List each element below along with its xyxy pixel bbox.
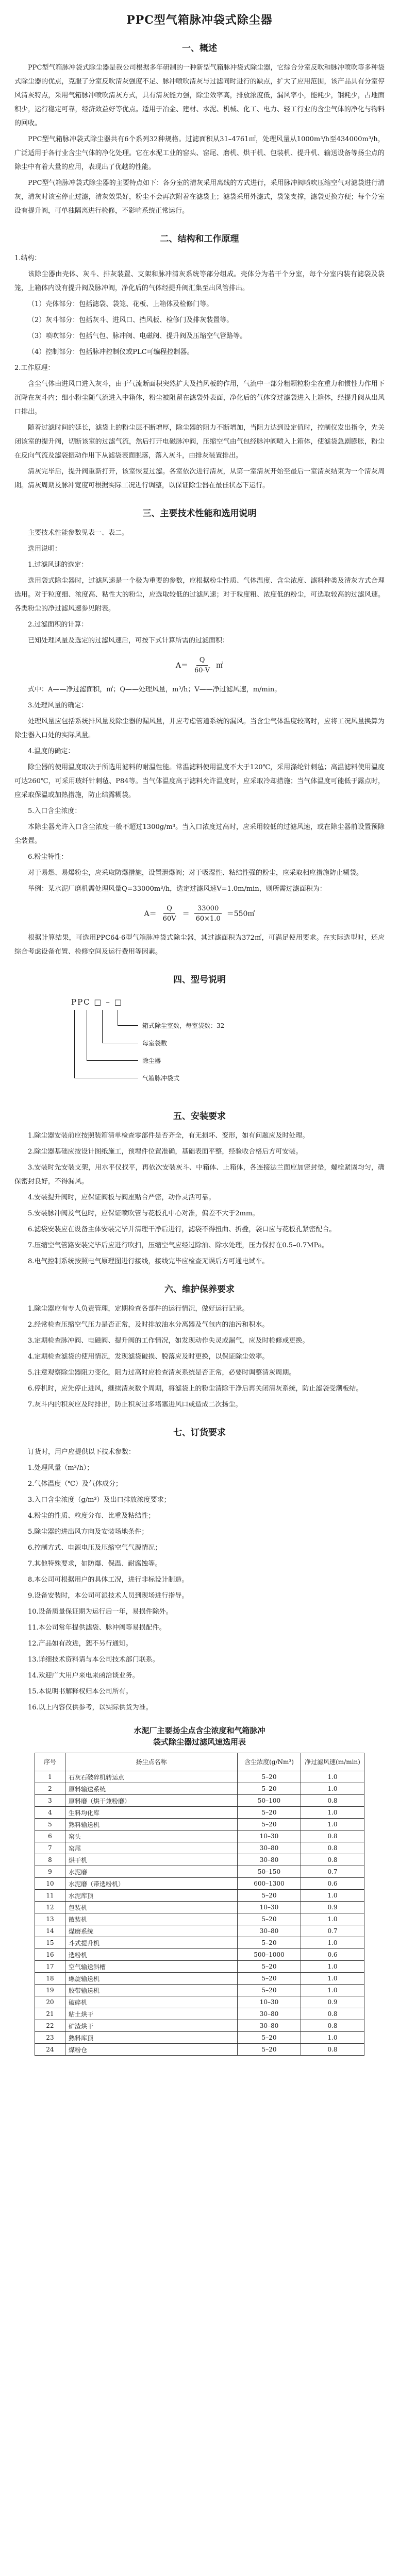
row-velocity: 1.0: [301, 1985, 364, 1996]
paragraph: 2.除尘器基础应按设计图纸施工，预埋件位置准确，基础表面平整，经验收合格后方可安装。: [28, 1148, 303, 1156]
row-number: 21: [35, 2008, 65, 2020]
row-concentration: 5–20: [238, 1819, 301, 1831]
row-velocity: 0.7: [301, 1925, 364, 1937]
paragraph: 随着过滤时间的延长，滤袋上的粉尘层不断增厚，除尘器的阻力不断增加，当阻力达到设定值时，控制仪发出指令，先关闭该室的提升阀，切断该室的过滤气流，然后打开电磁脉冲阀，压缩空气由气包经脉冲阀喷入上箱体，使滤袋急剧膨胀，粉尘在反向气流及滤袋振动作用下从滤袋表面脱落，落入灰斗，由排灰装置排出。: [14, 424, 385, 460]
paragraph: 举例：某水泥厂磨机需处理风量Q=33000m³/h，选定过滤风速V=1.0m/min，则所需过滤面积为：: [28, 885, 326, 893]
paragraph: 2.工作原理：: [14, 364, 55, 372]
section-heading: 二、结构和工作原理: [160, 234, 239, 244]
formula-lhs: A＝: [144, 910, 157, 918]
table-row: [35, 1878, 364, 1890]
row-name: 螺旋输送机: [65, 1973, 238, 1985]
table-row: [35, 1973, 364, 1985]
row-velocity: 0.8: [301, 2020, 364, 2032]
row-velocity: 1.0: [301, 1890, 364, 1902]
row-number: 16: [35, 1949, 65, 1961]
row-number: 7: [35, 1842, 65, 1854]
paragraph: 根据计算结果，可选用PPC64-6型气箱脉冲袋式除尘器，其过滤面积为372㎡，可满足使用要求。在实际选型时，还应综合考虑设备布置、检修空间及运行费用等因素。: [14, 934, 385, 956]
row-concentration: 30–80: [238, 2008, 301, 2020]
formula-result: ＝550㎡: [226, 910, 255, 918]
row-number: 11: [35, 1890, 65, 1902]
table-row: [35, 1842, 364, 1854]
leader-line: [102, 1010, 103, 1043]
row-concentration: 50–150: [238, 1866, 301, 1878]
paragraph: 已知处理风量及选定的过滤风速后，可按下式计算所需的过滤面积：: [28, 637, 229, 645]
table-row: [35, 1819, 364, 1831]
table-row: [35, 1795, 364, 1807]
row-name: 熟料输送机: [65, 1819, 238, 1831]
row-number: 5: [35, 1819, 65, 1831]
header-velocity: 净过滤风速(m/min): [301, 1753, 364, 1771]
row-velocity: 0.9: [301, 1902, 364, 1913]
row-concentration: 600–1300: [238, 1878, 301, 1890]
section-specs: [14, 506, 385, 959]
table-row: [35, 1949, 364, 1961]
row-number: 14: [35, 1925, 65, 1937]
row-concentration: 30–80: [238, 1842, 301, 1854]
row-name: 煤磨系统: [65, 1925, 238, 1937]
table-row: [35, 1807, 364, 1819]
row-velocity: 0.6: [301, 1949, 364, 1961]
formula-fraction: [160, 905, 179, 923]
row-concentration: 5–20: [238, 1807, 301, 1819]
row-number: 1: [35, 1771, 65, 1783]
row-name: 石灰石破碎机转运点: [65, 1771, 238, 1783]
paragraph: PPC型气箱脉冲袋式除尘器的主要特点如下：各分室的清灰采用离线的方式进行，采用脉冲阀喷吹压缩空气对滤袋进行清灰，清灰时该室停止过滤，清灰效果好，粉尘不会再次附着在滤袋上；滤袋采用外滤式，袋笼支撑，滤袋更换方便；每个分室设有提升阀，可单独隔离进行检修，不影响系统正常运行。: [14, 179, 385, 215]
row-velocity: 0.8: [301, 1842, 364, 1854]
paragraph: 3.处理风量的确定：: [28, 702, 88, 709]
paragraph: （1）壳体部分：包括滤袋、袋笼、花板、上箱体及检修门等。: [28, 300, 213, 308]
row-concentration: 500–1000: [238, 1949, 301, 1961]
row-velocity: 1.0: [301, 1783, 364, 1795]
row-name: 原料输送系统: [65, 1783, 238, 1795]
paragraph: 3.安装时先安装支架，用水平仪找平，再依次安装灰斗、中箱体、上箱体，各连接法兰面应加密封垫，螺栓紧固均匀，确保密封良好，不得漏风。: [14, 1164, 385, 1185]
paragraph: 1.处理风量（m³/h）；: [28, 1464, 94, 1472]
row-name: 粘土烘干: [65, 2008, 238, 2020]
table-row: [35, 2008, 364, 2020]
paragraph: 3.定期检查脉冲阀、电磁阀、提升阀的工作情况，如发现动作失灵或漏气，应及时检修或更换。: [28, 1337, 309, 1345]
table-row: [35, 1937, 364, 1949]
row-concentration: 5–20: [238, 1961, 301, 1973]
row-number: 3: [35, 1795, 65, 1807]
paragraph: 2.经常检查压缩空气压力是否正常，及时排放油水分离器及气包内的油污和积水。: [28, 1321, 269, 1329]
row-number: 23: [35, 2032, 65, 2044]
paragraph: 15.本说明书解释权归本公司所有。: [28, 1688, 132, 1696]
row-name: 原料磨（烘干兼粉磨）: [65, 1795, 238, 1807]
paragraph: 4.安装提升阀时，应保证阀板与阀座贴合严密，动作灵活可靠。: [28, 1194, 215, 1201]
paragraph: 该除尘器由壳体、灰斗、排灰装置、支架和脉冲清灰系统等部分组成。壳体分为若干个分室，每个分室内装有滤袋及袋笼，上箱体内设有提升阀及脉冲阀，净化后的气体经提升阀汇集至出风管排出。: [14, 270, 385, 292]
paragraph: 6.控制方式、电源电压及压缩空气气源情况；: [28, 1544, 162, 1552]
table-row: [35, 2044, 364, 2056]
row-concentration: 5–20: [238, 1985, 301, 1996]
paragraph: 4.温度的确定：: [28, 748, 75, 755]
paragraph: 订货时，用户应提供以下技术参数：: [28, 1448, 136, 1456]
row-velocity: 0.8: [301, 1831, 364, 1842]
row-velocity: 1.0: [301, 1961, 364, 1973]
row-number: 10: [35, 1878, 65, 1890]
paragraph: 5.安装脉冲阀及气包时，应保证喷吹管与花板孔中心对准，偏差不大于2mm。: [28, 1210, 259, 1217]
formula-unit: ㎡: [216, 662, 224, 670]
section-ordering: [14, 1425, 385, 1715]
paragraph: 14.欢迎广大用户来电来函洽谈业务。: [28, 1672, 139, 1680]
section-structure: [14, 231, 385, 493]
paragraph: 1.结构：: [14, 255, 41, 262]
row-name: 水泥磨（带选粉机）: [65, 1878, 238, 1890]
row-number: 24: [35, 2044, 65, 2056]
row-name: 煤粉仓: [65, 2044, 238, 2056]
row-concentration: 10–30: [238, 1831, 301, 1842]
row-number: 8: [35, 1854, 65, 1866]
paragraph: 6.粉尘特性：: [28, 853, 68, 861]
air-velocity-table: [35, 1753, 364, 2056]
table-row: [35, 1996, 364, 2008]
row-concentration: 50–100: [238, 1795, 301, 1807]
model-label: 气箱脉冲袋式: [142, 1075, 180, 1082]
paragraph: 10.设备质量保证期为运行后一年，易损件除外。: [28, 1608, 173, 1616]
section-heading: 七、订货要求: [173, 1428, 226, 1438]
section-heading: 三、主要技术性能和选用说明: [142, 509, 257, 519]
paragraph: 13.详细技术资料请与本公司技术部门联系。: [28, 1656, 159, 1664]
row-velocity: 0.8: [301, 2008, 364, 2020]
paragraph: 对于易燃、易爆粉尘，应采取防爆措施，设置泄爆阀；对于吸湿性、粘结性强的粉尘，应采取相应措施防止糊袋。: [28, 869, 363, 877]
model-label: 箱式除尘室数，每室袋数：32: [142, 1022, 225, 1029]
row-number: 2: [35, 1783, 65, 1795]
paragraph: 选用说明：: [28, 545, 62, 553]
row-concentration: 30–80: [238, 1854, 301, 1866]
formula-equals: ＝: [182, 910, 190, 918]
paragraph: 8.本公司可根据用户的具体工况，进行非标设计制造。: [28, 1576, 189, 1584]
row-velocity: 0.8: [301, 1854, 364, 1866]
section-model: [14, 972, 385, 1095]
row-name: 斗式提升机: [65, 1937, 238, 1949]
table-row: [35, 1961, 364, 1973]
row-name: 破碎机: [65, 1996, 238, 2008]
formula-fraction: [191, 656, 213, 674]
row-name: 窑头: [65, 1831, 238, 1842]
row-velocity: 1.0: [301, 1819, 364, 1831]
row-number: 9: [35, 1866, 65, 1878]
paragraph: （3）喷吹部分：包括气包、脉冲阀、电磁阀、提升阀及压缩空气管路等。: [28, 332, 247, 340]
row-concentration: 5–20: [238, 2032, 301, 2044]
table-row: [35, 1854, 364, 1866]
row-number: 18: [35, 1973, 65, 1985]
paragraph: 主要技术性能参数见表一、表二。: [28, 529, 129, 537]
header-concentration: 含尘浓度(g/Nm³): [238, 1753, 301, 1771]
table-row: [35, 1783, 364, 1795]
row-velocity: 1.0: [301, 1973, 364, 1985]
row-concentration: 5–20: [238, 1937, 301, 1949]
row-number: 19: [35, 1985, 65, 1996]
row-number: 4: [35, 1807, 65, 1819]
row-velocity: 1.0: [301, 1937, 364, 1949]
paragraph: 1.除尘器安装前应按照装箱清单检查零部件是否齐全，有无损坏、变形，如有问题应及时处理。: [28, 1132, 309, 1140]
document-title: PPC型气箱脉冲袋式除尘器: [126, 13, 273, 27]
section-heading: 五、安装要求: [173, 1111, 226, 1122]
paragraph: PPC型气箱脉冲袋式除尘器共有6个系列32种规格。过滤面积从31–4761㎡，处理风量从1000m³/h至434000m³/h，广泛适用于各行业含尘气体的净化处理。它在水泥工业的窑头、窑尾、磨机、烘干机、包装机、提升机、输送设备等扬尘点的除尘中有着大量的应用，表现出了优越的性能。: [14, 135, 385, 171]
row-name: 烘干机: [65, 1854, 238, 1866]
formula-fraction: [193, 905, 224, 923]
row-velocity: 0.6: [301, 1878, 364, 1890]
row-concentration: 10–30: [238, 1902, 301, 1913]
paragraph: 式中：A——净过滤面积，㎡；Q——处理风量，m³/h；V——净过滤风速，m/min。: [28, 686, 281, 693]
paragraph: 2.气体温度（℃）及气体成分；: [28, 1480, 122, 1488]
section-maintenance: [14, 1282, 385, 1412]
row-concentration: 5–20: [238, 2044, 301, 2056]
row-name: 熟料库顶: [65, 2032, 238, 2044]
paragraph: 7.灰斗内的积灰应及时排出，防止积灰过多堵塞进风口或造成二次扬尘。: [28, 1401, 242, 1409]
paragraph: 除尘器的使用温度取决于所选用滤料的耐温性能。常温滤料使用温度不大于120℃，采用涤纶针刺毡；高温滤料使用温度可达260℃，可采用玻纤针刺毡、P84等。当气体温度高于滤料允许温度时，应采取冷却措施；当气体温度可能低于露点时，应采取保温或加热措施，防止结露糊袋。: [14, 764, 385, 799]
table-title: [14, 1725, 385, 1748]
formula-lhs: A＝: [175, 662, 189, 670]
row-name: 水泥磨: [65, 1866, 238, 1878]
row-number: 6: [35, 1831, 65, 1842]
paragraph: 4.定期检查滤袋的使用情况，发现滤袋破损、脱落应及时更换，以保证除尘效率。: [28, 1353, 269, 1361]
row-concentration: 5–20: [238, 1973, 301, 1985]
formula-denominator: 60·V: [194, 666, 210, 674]
paragraph: （4）控制部分：包括脉冲控制仪或PLC可编程控制器。: [28, 348, 194, 356]
header-no: 序号: [35, 1753, 65, 1771]
model-code-diagram: [14, 992, 385, 1095]
paragraph: 5.入口含尘浓度：: [28, 807, 81, 815]
paragraph: 6.停机时，应先停止进风，继续清灰数个周期，将滤袋上的粉尘清除干净后再关闭清灰系统，防止滤袋受潮板结。: [28, 1385, 363, 1393]
paragraph: 5.除尘器的进出风方向及安装场地条件；: [28, 1528, 148, 1536]
row-concentration: 10–30: [238, 1996, 301, 2008]
row-name: 窑尾: [65, 1842, 238, 1854]
row-concentration: 5–20: [238, 1913, 301, 1925]
row-velocity: 1.0: [301, 1771, 364, 1783]
row-number: 15: [35, 1937, 65, 1949]
table-row: [35, 1771, 364, 1783]
paragraph: PPC型气箱脉冲袋式除尘器是我公司根据多年研制的一种新型气箱脉冲袋式除尘器，它综合分室反吹和脉冲喷吹等多种袋式除尘器的优点，克服了分室反吹清灰强度不足、脉冲喷吹清灰与过滤同时进行的缺点，扩大了应用范围，该产品具有分室停风清灰特点，采用气箱脉冲喷吹清灰方式，具有清灰能力强，除尘效率高，排放浓度低，漏风率小，能耗少，钢耗少，占地面积少，运行稳定可靠，经济效益好等优点。适用于冶金、建材、水泥、机械、化工、电力、轻工行业的含尘气体的净化与物料的回收。: [14, 64, 385, 127]
paragraph: 7.压缩空气管路安装完毕后应进行吹扫，压缩空气应经过除油、除水处理，压力保持在0.5–0.7MPa。: [28, 1242, 329, 1249]
area-formula: [14, 652, 385, 679]
leader-line: [87, 1060, 138, 1061]
paragraph: （2）灰斗部分：包括灰斗、进风口、挡风板、检修门及排灰装置等。: [28, 316, 234, 324]
table-row: [35, 1913, 364, 1925]
paragraph: 清灰完毕后，提升阀重新打开，该室恢复过滤。各室依次进行清灰，从第一室清灰开始至最后一室清灰结束为一个清灰周期。清灰周期及脉冲宽度可根据实际工况进行调整，以保证除尘器在最佳状态下运行。: [14, 468, 385, 489]
row-number: 12: [35, 1902, 65, 1913]
header-name: 扬尘点名称: [65, 1753, 238, 1771]
paragraph: 6.滤袋安装应在设备主体安装完毕并清理干净后进行，滤袋不得扭曲、折叠，袋口应与花板孔紧密配合。: [28, 1226, 336, 1233]
paragraph: 1.过滤风速的选定：: [28, 561, 88, 569]
row-concentration: 5–20: [238, 1771, 301, 1783]
formula-denominator: 60V: [162, 914, 176, 923]
row-name: 矿渣烘干: [65, 2020, 238, 2032]
table-title-line: 水泥厂主要扬尘点含尘浓度和气箱脉冲: [134, 1726, 265, 1735]
table-row: [35, 1902, 364, 1913]
table-row: [35, 1890, 364, 1902]
row-concentration: 5–20: [238, 1890, 301, 1902]
model-label: 每室袋数: [142, 1040, 168, 1047]
table-row: [35, 1866, 364, 1878]
table-row: [35, 1831, 364, 1842]
row-name: 包装机: [65, 1902, 238, 1913]
section-overview: [14, 41, 385, 218]
leader-line: [118, 1025, 138, 1026]
row-concentration: 5–20: [238, 1783, 301, 1795]
table-row: [35, 2032, 364, 2044]
formula-numerator: Q: [196, 656, 208, 666]
row-name: 水泥库顶: [65, 1890, 238, 1902]
row-name: 生料均化库: [65, 1807, 238, 1819]
paragraph: 3.入口含尘浓度（g/m³）及出口排放浓度要求；: [28, 1496, 171, 1504]
formula-denominator: 60×1.0: [195, 914, 221, 923]
row-velocity: 0.8: [301, 2044, 364, 2056]
document: [14, 11, 385, 2056]
formula-numerator: Q: [163, 905, 175, 914]
table-title-line: 袋式除尘器过滤风速选用表: [153, 1737, 246, 1747]
paragraph: 处理风量应包括系统排风量及除尘器的漏风量，并应考虑管道系统的漏风。当含尘气体温度较高时，应将工况风量换算为除尘器入口处的实际风量。: [14, 718, 385, 739]
paragraph: 12.产品如有改进，恕不另行通知。: [28, 1640, 132, 1648]
row-name: 选粉机: [65, 1949, 238, 1961]
section-heading: 一、概述: [182, 43, 217, 54]
row-velocity: 1.0: [301, 1913, 364, 1925]
row-number: 22: [35, 2020, 65, 2032]
row-name: 散装机: [65, 1913, 238, 1925]
paragraph: 含尘气体由进风口进入灰斗，由于气流断面积突然扩大及挡风板的作用，气流中一部分粗颗粒粉尘在重力和惯性力作用下沉降在灰斗内；细小粉尘随气流进入中箱体，粉尘被阻留在滤袋外表面，净化后的气体穿过滤袋进入上箱体，经提升阀从出风口排出。: [14, 380, 385, 416]
row-velocity: 1.0: [301, 2032, 364, 2044]
section-heading: 四、型号说明: [173, 975, 226, 985]
row-number: 20: [35, 1996, 65, 2008]
table-header-row: [35, 1753, 364, 1771]
paragraph: 本除尘器允许入口含尘浓度一般不超过1300g/m³。当入口浓度过高时，应采用较低的过滤风速，或在除尘器前设置预除尘装置。: [14, 823, 385, 845]
paragraph: 8.电气控制系统按照电气原理图进行接线，接线完毕应检查无误后方可通电试车。: [28, 1258, 269, 1265]
model-code: PPC □ – □: [71, 997, 123, 1007]
row-number: 13: [35, 1913, 65, 1925]
section-installation: [14, 1109, 385, 1268]
paragraph: 9.设备安装时，本公司可派技术人员到现场进行指导。: [28, 1592, 189, 1600]
paragraph: 选用袋式除尘器时，过滤风速是一个极为重要的参数，应根据粉尘性质、气体温度、含尘浓度、滤料种类及清灰方式合理选用。对于粒度细、浓度高、粘性大的粉尘，应选取较低的过滤风速；对于粒度粗、浓度低的粉尘，可选取较高的过滤风速。各类粉尘的净过滤风速参见附表。: [14, 577, 385, 613]
paragraph: 11.本公司常年提供滤袋、脉冲阀等易损配件。: [28, 1624, 166, 1632]
paragraph: 4.粉尘的性质、粒度分布、比重及粘结性；: [28, 1512, 155, 1520]
row-concentration: 30–80: [238, 1925, 301, 1937]
row-name: 胶带输送机: [65, 1985, 238, 1996]
table-body: [35, 1771, 364, 2056]
row-velocity: 0.7: [301, 1866, 364, 1878]
row-velocity: 0.9: [301, 1996, 364, 2008]
row-velocity: 1.0: [301, 1807, 364, 1819]
table-row: [35, 2020, 364, 2032]
formula-numerator: 33000: [194, 905, 222, 914]
paragraph: 2.过滤面积的计算：: [28, 621, 88, 629]
example-formula: [14, 900, 385, 927]
row-name: 空气输送斜槽: [65, 1961, 238, 1973]
paragraph: 1.除尘器应有专人负责管理，定期检查各部件的运行情况，做好运行记录。: [28, 1305, 249, 1313]
section-heading: 六、维护保养要求: [164, 1284, 235, 1295]
table-row: [35, 1925, 364, 1937]
model-label: 除尘器: [142, 1057, 161, 1064]
table-row: [35, 1985, 364, 1996]
row-number: 17: [35, 1961, 65, 1973]
paragraph: 7.其他特殊要求，如防爆、保温、耐腐蚀等。: [28, 1560, 162, 1568]
row-concentration: 30–80: [238, 2020, 301, 2032]
paragraph: 16.以上内容仅供参考，以实际供货为准。: [28, 1704, 153, 1711]
row-velocity: 0.8: [301, 1795, 364, 1807]
leader-line: [74, 1010, 75, 1078]
paragraph: 5.注意观察除尘器阻力变化，阻力过高时应检查清灰系统是否正常，必要时调整清灰周期。: [28, 1369, 296, 1377]
